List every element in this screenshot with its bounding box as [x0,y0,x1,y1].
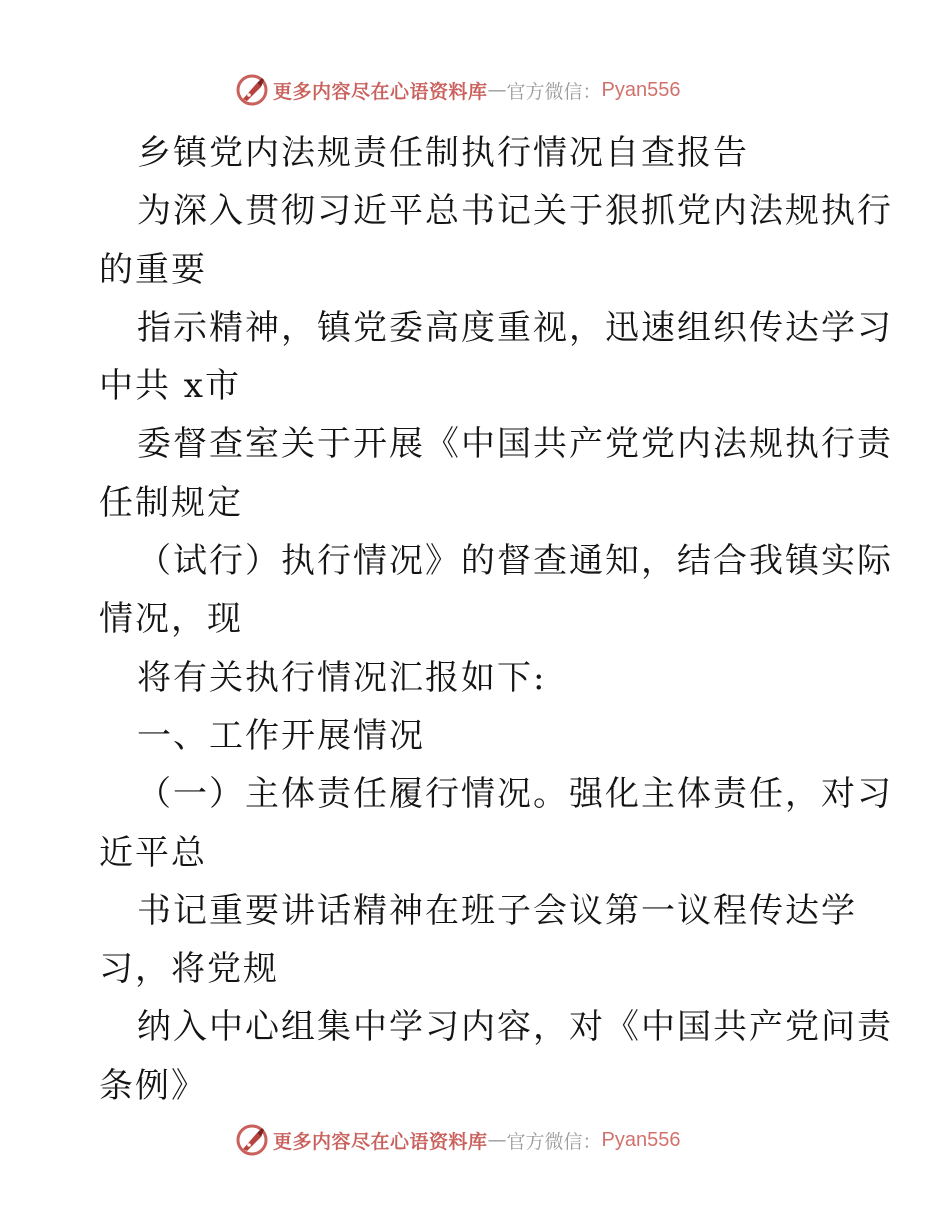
subsection-heading-line: （一）主体责任履行情况。强化主体责任，对习 [137,774,893,815]
footer-watermark [235,1123,681,1157]
paragraph-line: 条例》 [99,1065,207,1106]
watermark-site-name: 更多内容尽在心语资料库 [273,1130,488,1153]
paragraph-line: 中共 x市 [99,366,241,407]
paragraph-line: 任制规定 [99,482,243,523]
paragraph-line: 的重要 [99,249,207,290]
watermark-wechat-handle: Pyan556 [601,78,681,101]
paragraph-line: 将有关执行情况汇报如下: [137,657,547,698]
paragraph-line: 习，将党规 [99,949,279,990]
watermark-wechat-handle: Pyan556 [601,1128,681,1151]
paragraph-line: 书记重要讲话精神在班子会议第一议程传达学 [137,890,857,931]
paragraph-line: 纳入中心组集中学习内容，对《中国共产党问责 [137,1007,893,1048]
watermark-separator: — [487,79,507,101]
section-heading: 一、工作开展情况 [137,715,425,756]
paragraph-line: 情况，现 [99,599,243,640]
paragraph-line: 委督查室关于开展《中国共产党党内法规执行责 [137,424,893,465]
header-watermark [235,73,681,107]
watermark-wechat-label: 官方微信： [506,1130,602,1153]
paragraph-line: 为深入贯彻习近平总书记关于狠抓党内法规执行 [137,191,893,232]
watermark-separator: — [487,1129,507,1151]
pen-nib-logo-icon [235,73,269,107]
paragraph-line: 指示精神，镇党委高度重视，迅速组织传达学习 [137,307,893,348]
document-title: 乡镇党内法规责任制执行情况自查报告 [137,133,749,173]
watermark-wechat-label: 官方微信： [506,80,602,103]
paragraph-line: （试行）执行情况》的督查通知，结合我镇实际 [137,541,893,582]
watermark-site-name: 更多内容尽在心语资料库 [273,80,488,103]
document-body [99,124,893,1115]
pen-nib-logo-icon [235,1123,269,1157]
paragraph-line: 近平总 [99,832,207,873]
